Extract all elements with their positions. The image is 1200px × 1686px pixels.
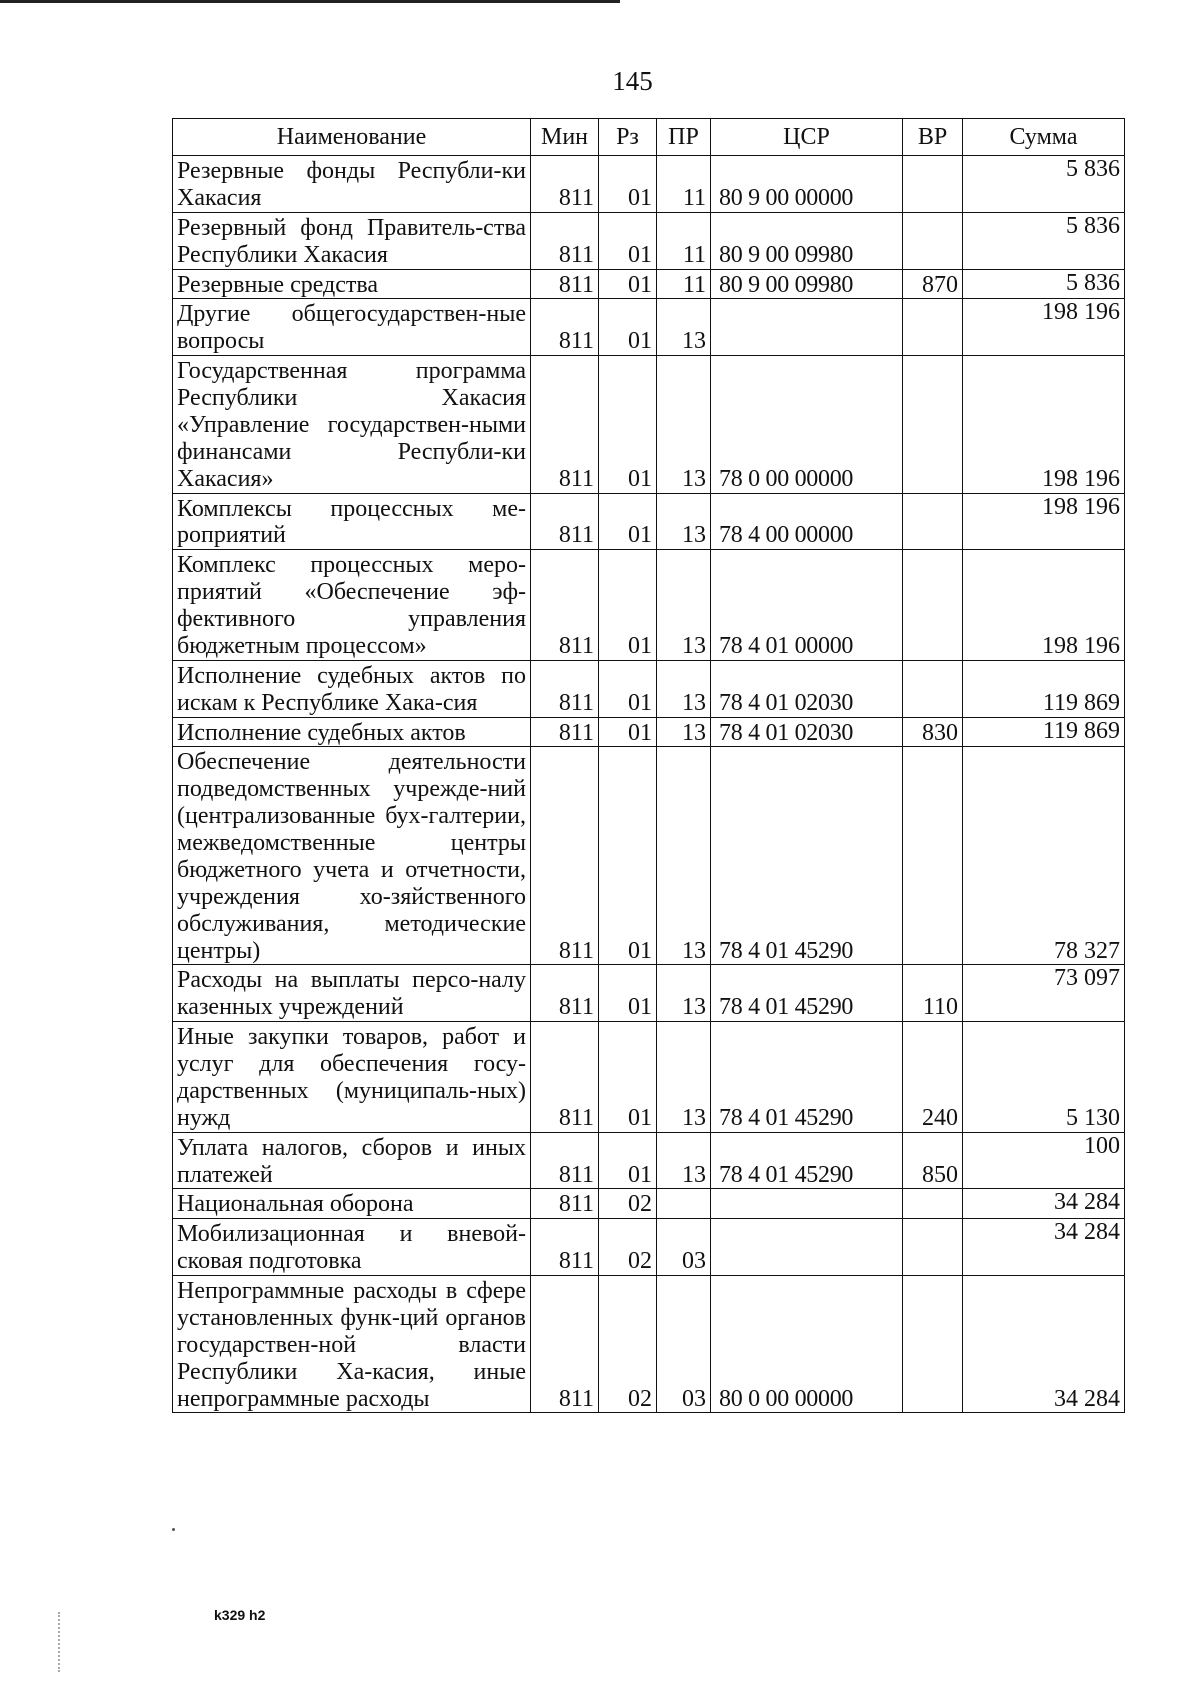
header-csr: ЦСР (711, 119, 903, 156)
table-row (173, 717, 1125, 747)
header-pr: ПР (657, 119, 711, 156)
row-name: Исполнение судебных актов по искам к Республике Хака-сия (173, 660, 531, 717)
row-rz: 01 (599, 493, 657, 550)
table-row (173, 493, 1125, 550)
row-rz: 01 (599, 660, 657, 717)
row-min: 811 (531, 717, 599, 747)
row-vr: 850 (903, 1132, 963, 1189)
row-sum: 5 836 (963, 269, 1125, 299)
row-name: Уплата налогов, сборов и иных платежей (173, 1132, 531, 1189)
top-edge-rule (0, 0, 620, 3)
row-rz: 01 (599, 717, 657, 747)
table-row (173, 747, 1125, 965)
table-row (173, 1219, 1125, 1276)
row-sum: 198 196 (963, 550, 1125, 661)
row-min: 811 (531, 1219, 599, 1276)
row-vr (903, 212, 963, 269)
row-vr: 870 (903, 269, 963, 299)
row-pr: 13 (657, 660, 711, 717)
row-name: Национальная оборона (173, 1189, 531, 1219)
row-name: Непрограммные расходы в сфере установленных функ-ций органов государствен-ной власти Республики Ха-касия, иные непрограммные расходы (173, 1276, 531, 1413)
row-vr (903, 493, 963, 550)
row-min: 811 (531, 493, 599, 550)
row-name: Исполнение судебных актов (173, 717, 531, 747)
row-pr: 13 (657, 965, 711, 1022)
row-vr: 240 (903, 1022, 963, 1133)
table-row (173, 1132, 1125, 1189)
row-sum: 119 869 (963, 717, 1125, 747)
table-row (173, 1189, 1125, 1219)
row-csr (711, 1189, 903, 1219)
row-name: Резервный фонд Правитель-ства Республики Хакасия (173, 212, 531, 269)
row-pr: 03 (657, 1219, 711, 1276)
table-row (173, 212, 1125, 269)
row-sum: 198 196 (963, 356, 1125, 493)
row-sum: 34 284 (963, 1276, 1125, 1413)
row-csr: 78 4 01 02030 (711, 717, 903, 747)
row-name: Государственная программа Республики Хакасия «Управление государствен-ными финансами Республи-ки Хакасия» (173, 356, 531, 493)
row-csr: 80 0 00 00000 (711, 1276, 903, 1413)
scan-margin-marks (58, 1612, 68, 1672)
table-row (173, 356, 1125, 493)
row-sum: 5 836 (963, 156, 1125, 213)
row-rz: 01 (599, 269, 657, 299)
row-csr: 78 4 01 02030 (711, 660, 903, 717)
header-vr: ВР (903, 119, 963, 156)
row-csr (711, 299, 903, 356)
table-row (173, 1276, 1125, 1413)
row-min: 811 (531, 660, 599, 717)
row-rz: 01 (599, 550, 657, 661)
row-csr: 80 9 00 00000 (711, 156, 903, 213)
row-min: 811 (531, 965, 599, 1022)
row-name: Иные закупки товаров, работ и услуг для обеспечения госу-дарственных (муниципаль-ных) нужд (173, 1022, 531, 1133)
table-row (173, 660, 1125, 717)
row-min: 811 (531, 1189, 599, 1219)
row-min: 811 (531, 299, 599, 356)
row-pr (657, 1189, 711, 1219)
row-csr: 78 4 01 00000 (711, 550, 903, 661)
table-row (173, 299, 1125, 356)
row-vr (903, 550, 963, 661)
page-number: 145 (612, 66, 653, 96)
row-pr: 13 (657, 717, 711, 747)
row-pr: 13 (657, 1022, 711, 1133)
row-csr: 78 4 00 00000 (711, 493, 903, 550)
row-rz: 01 (599, 356, 657, 493)
row-sum: 5 130 (963, 1022, 1125, 1133)
row-pr: 03 (657, 1276, 711, 1413)
row-name: Расходы на выплаты персо-налу казенных учреждений (173, 965, 531, 1022)
row-rz: 01 (599, 1132, 657, 1189)
row-vr (903, 747, 963, 965)
row-csr: 80 9 00 09980 (711, 269, 903, 299)
budget-table (172, 118, 1125, 1413)
row-vr (903, 356, 963, 493)
row-min: 811 (531, 212, 599, 269)
row-name: Резервные фонды Республи-ки Хакасия (173, 156, 531, 213)
row-csr: 78 4 01 45290 (711, 1132, 903, 1189)
header-min: Мин (531, 119, 599, 156)
row-sum: 73 097 (963, 965, 1125, 1022)
row-min: 811 (531, 550, 599, 661)
row-vr (903, 1219, 963, 1276)
row-csr: 78 4 01 45290 (711, 965, 903, 1022)
row-vr (903, 156, 963, 213)
row-sum: 100 (963, 1132, 1125, 1189)
row-csr: 78 4 01 45290 (711, 747, 903, 965)
row-rz: 02 (599, 1189, 657, 1219)
table-row (173, 1022, 1125, 1133)
row-name: Резервные средства (173, 269, 531, 299)
row-pr: 13 (657, 493, 711, 550)
row-min: 811 (531, 356, 599, 493)
table-row (173, 269, 1125, 299)
row-csr: 78 4 01 45290 (711, 1022, 903, 1133)
row-min: 811 (531, 269, 599, 299)
table-header-row (173, 119, 1125, 156)
row-csr (711, 1219, 903, 1276)
row-pr: 13 (657, 299, 711, 356)
row-sum: 198 196 (963, 493, 1125, 550)
row-name: Мобилизационная и вневой-сковая подготовка (173, 1219, 531, 1276)
row-pr: 13 (657, 550, 711, 661)
row-name: Комплекс процессных меро-приятий «Обеспечение эф-фективного управления бюджетным процессом» (173, 550, 531, 661)
row-rz: 01 (599, 299, 657, 356)
row-rz: 01 (599, 156, 657, 213)
row-vr: 830 (903, 717, 963, 747)
row-csr: 78 0 00 00000 (711, 356, 903, 493)
row-sum: 34 284 (963, 1189, 1125, 1219)
row-name: Комплексы процессных ме-роприятий (173, 493, 531, 550)
row-min: 811 (531, 156, 599, 213)
row-sum: 78 327 (963, 747, 1125, 965)
row-vr (903, 660, 963, 717)
row-pr: 11 (657, 212, 711, 269)
row-sum: 34 284 (963, 1219, 1125, 1276)
row-vr (903, 1189, 963, 1219)
row-pr: 13 (657, 747, 711, 965)
table-row (173, 156, 1125, 213)
row-rz: 02 (599, 1219, 657, 1276)
table-row (173, 965, 1125, 1022)
row-pr: 11 (657, 269, 711, 299)
row-name: Другие общегосударствен-ные вопросы (173, 299, 531, 356)
row-rz: 01 (599, 965, 657, 1022)
row-min: 811 (531, 1276, 599, 1413)
row-pr: 13 (657, 356, 711, 493)
row-rz: 01 (599, 212, 657, 269)
row-sum: 198 196 (963, 299, 1125, 356)
row-sum: 119 869 (963, 660, 1125, 717)
header-rz: Рз (599, 119, 657, 156)
row-rz: 02 (599, 1276, 657, 1413)
row-rz: 01 (599, 1022, 657, 1133)
row-sum: 5 836 (963, 212, 1125, 269)
row-vr (903, 299, 963, 356)
row-pr: 11 (657, 156, 711, 213)
row-min: 811 (531, 1132, 599, 1189)
row-min: 811 (531, 1022, 599, 1133)
row-rz: 01 (599, 747, 657, 965)
header-name: Наименование (173, 119, 531, 156)
row-min: 811 (531, 747, 599, 965)
footer-code: k329 h2 (214, 1607, 266, 1623)
row-csr: 80 9 00 09980 (711, 212, 903, 269)
row-name: Обеспечение деятельности подведомственных учрежде-ний (централизованные бух-галтерии, межведомственные центры бюджетного учета и отчетности, учреждения хо-зяйственного обслуживания, методические центры) (173, 747, 531, 965)
row-vr: 110 (903, 965, 963, 1022)
row-pr: 13 (657, 1132, 711, 1189)
row-vr (903, 1276, 963, 1413)
scan-speck (172, 1528, 175, 1531)
table-row (173, 550, 1125, 661)
header-sum: Сумма (963, 119, 1125, 156)
